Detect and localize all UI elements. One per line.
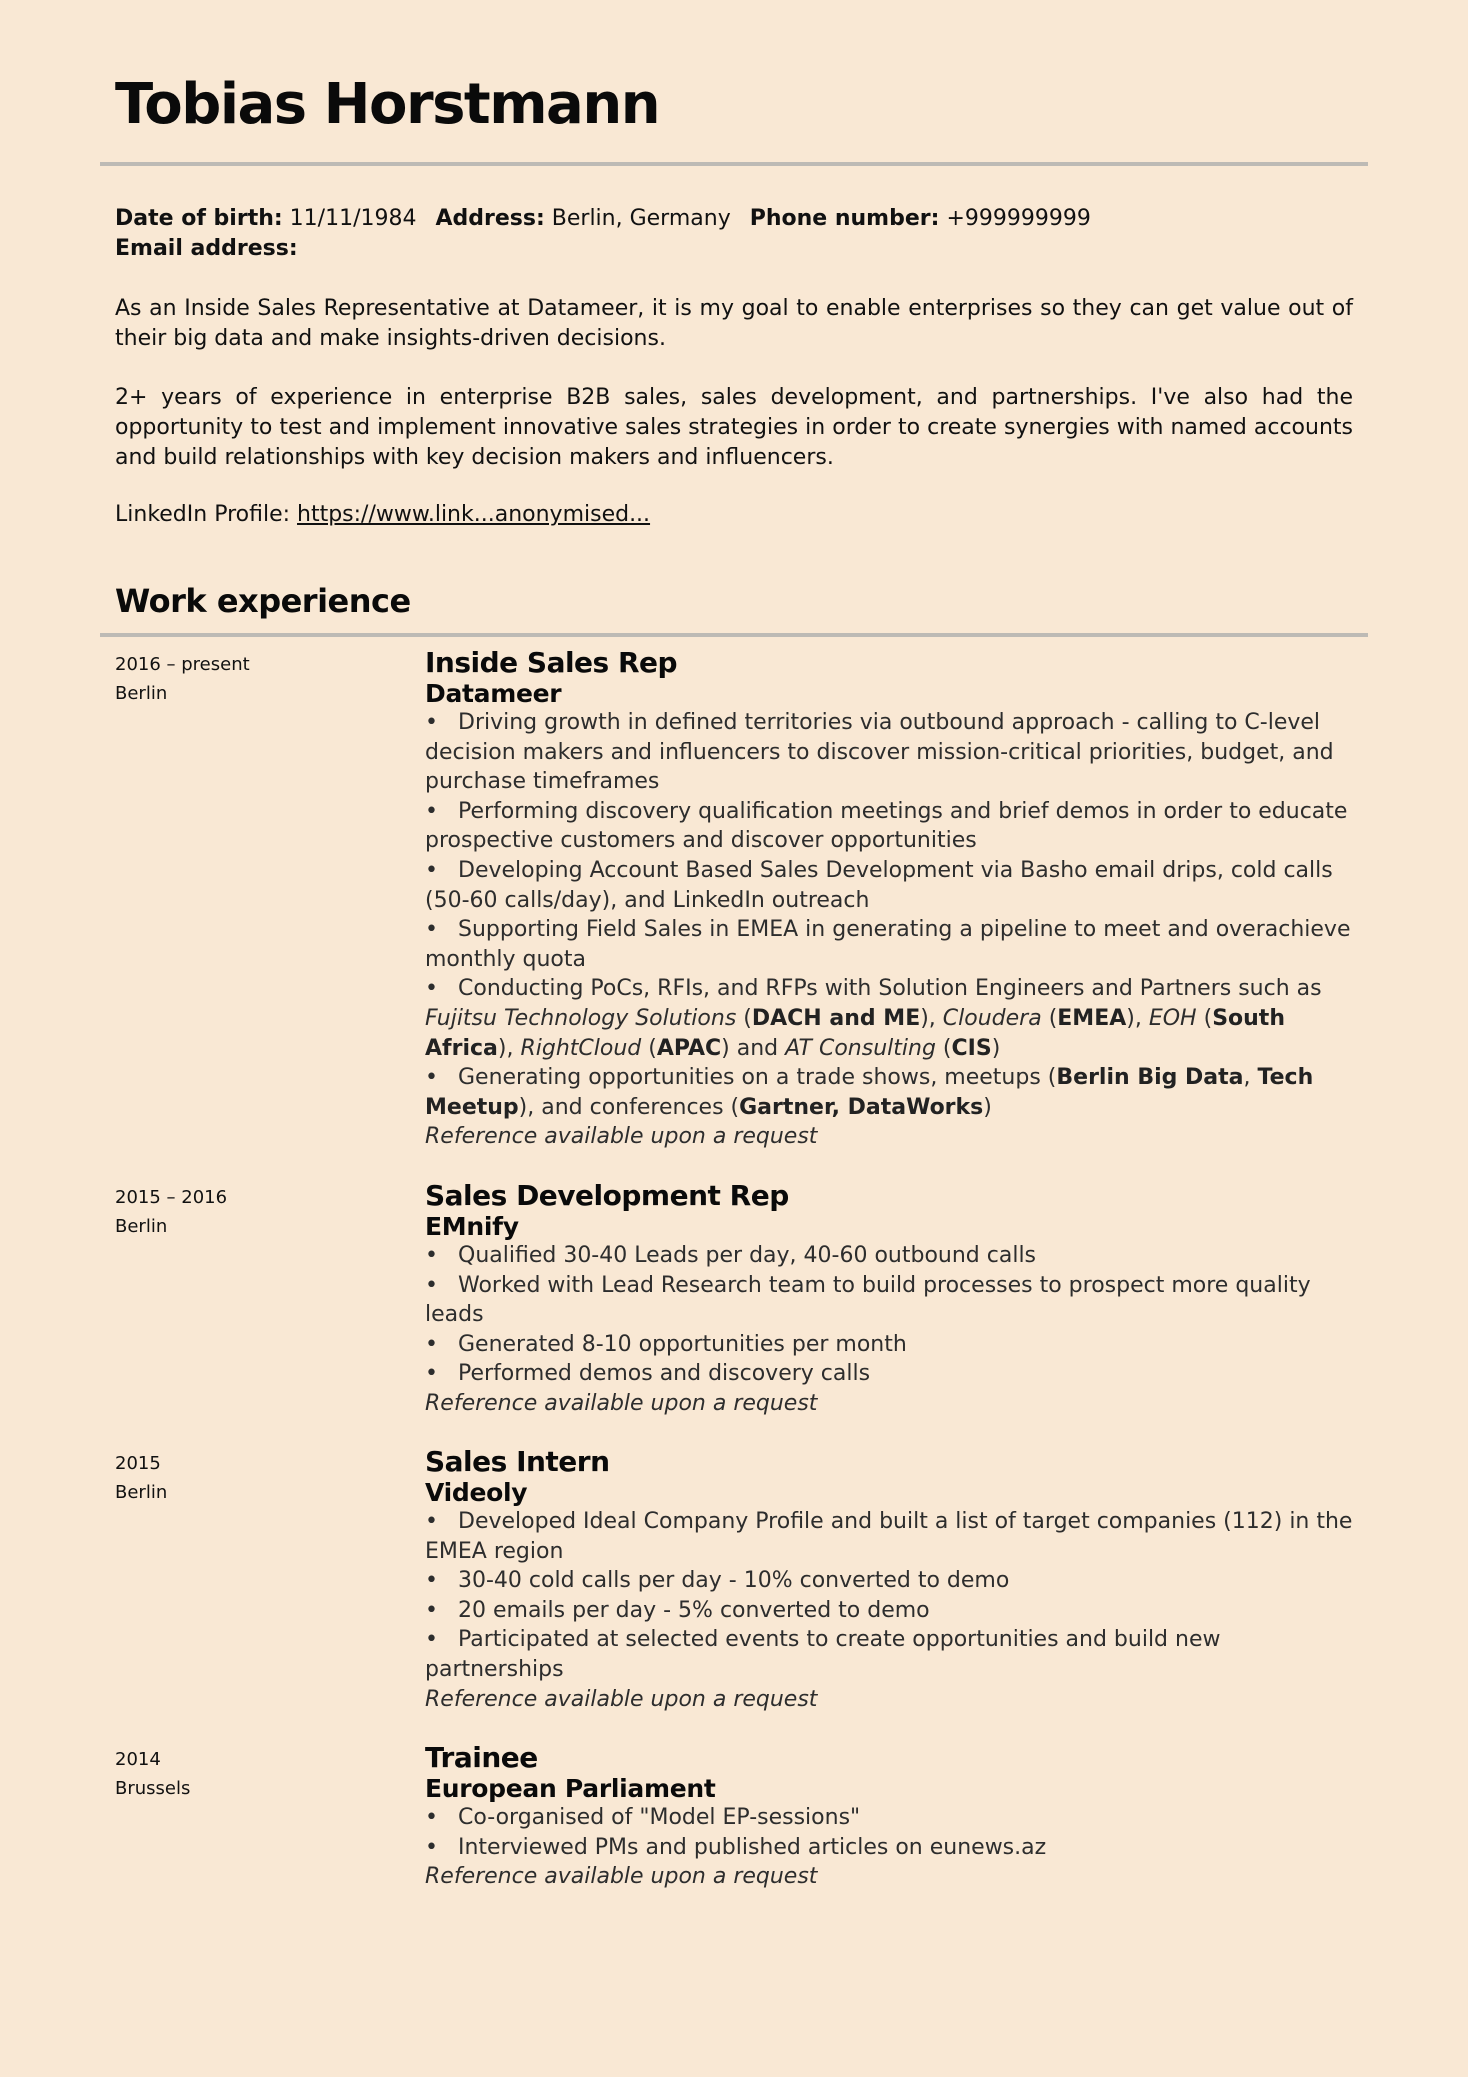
job-company: Datameer xyxy=(425,679,562,708)
linkedin-line xyxy=(115,500,1353,530)
partner-region: CIS xyxy=(951,1035,992,1061)
bullet-text: Interviewed PMs and published articles on eunews.az xyxy=(458,1834,1047,1860)
bullet-text: ), and conferences ( xyxy=(518,1094,740,1120)
bullet-text: Supporting Field Sales in EMEA in generating a pipeline to meet and overachieve monthly quota xyxy=(425,917,1351,972)
bullet-glyph: • xyxy=(425,710,438,735)
bullet-glyph: • xyxy=(425,1805,438,1830)
list-item xyxy=(425,856,1355,915)
bullet-glyph: • xyxy=(425,917,438,943)
phone-label: Phone number: xyxy=(749,206,940,231)
bullet-text: Performing discovery qualification meetings and brief demos in order to educate prospective customers and discover opportunities xyxy=(425,798,1348,854)
bullet-text: ) xyxy=(983,1094,992,1120)
summary-paragraph-1: As an Inside Sales Representative at Datameer, it is my goal to enable enterprises so they can get value out of their big data and make insights-driven decisions. xyxy=(115,296,1353,351)
list-item xyxy=(425,797,1355,856)
job-meta xyxy=(115,1745,190,1803)
list-item xyxy=(425,1803,1355,1833)
job-body xyxy=(425,1179,1355,1419)
job-title: Sales Intern xyxy=(425,1445,610,1478)
job-body xyxy=(425,1445,1355,1714)
list-item xyxy=(425,1625,1355,1684)
work-experience-heading: Work experience xyxy=(115,582,411,620)
bullet-glyph: • xyxy=(425,798,438,824)
bullet-glyph: • xyxy=(425,1331,438,1357)
contact-details xyxy=(115,204,1355,264)
partner-name: RightCloud xyxy=(520,1035,642,1061)
bullet-glyph: • xyxy=(425,1627,438,1653)
job-bullets xyxy=(425,1803,1355,1862)
job-body xyxy=(425,646,1355,1152)
header-divider xyxy=(100,162,1368,166)
event-name: Berlin Big Data xyxy=(1056,1065,1244,1091)
job-meta xyxy=(115,1183,227,1241)
job-bullets xyxy=(425,1507,1355,1685)
dob-value: 11/11/1984 xyxy=(289,206,417,231)
job-bullets xyxy=(425,1241,1355,1389)
bullet-text: 20 emails per day - 5% converted to demo xyxy=(458,1597,930,1623)
job-title: Sales Development Rep xyxy=(425,1179,789,1212)
bullet-glyph: • xyxy=(425,1568,438,1594)
bullet-text: Developing Account Based Sales Development via Basho email drips, cold calls (50-60 calls/day), and LinkedIn outreach xyxy=(425,857,1333,913)
partner-region: DACH and ME xyxy=(751,1005,921,1031)
bullet-text: Generating opportunities on a trade shows, meetups ( xyxy=(458,1065,1057,1091)
partner-name: EOH xyxy=(1148,1005,1197,1031)
job-title: Trainee xyxy=(425,1741,538,1774)
reference-note: Reference available upon a request xyxy=(425,1686,818,1712)
bullet-text: Developed Ideal Company Profile and built a list of target companies (112) in the EMEA region xyxy=(425,1509,1353,1564)
bullet-glyph: • xyxy=(425,1065,438,1091)
job-meta xyxy=(115,650,250,708)
email-label: Email address: xyxy=(115,236,298,261)
bullet-text: Generated 8-10 opportunities per month xyxy=(458,1331,907,1357)
job-company: European Parliament xyxy=(425,1774,716,1803)
job-location: Berlin xyxy=(115,1216,168,1237)
bullet-text: Co-organised of "Model EP-sessions" xyxy=(458,1805,861,1830)
list-item: • Conducting PoCs, RFIs, and RFPs with Solution Engineers and Partners such as Fujitsu Technology Solutions (DACH and ME), Cloudera (EMEA), EOH (South Africa), RightCloud (APAC) and AT Consulting (CIS) xyxy=(425,976,1322,1061)
job-dates: 2015 xyxy=(115,1453,161,1474)
list-item xyxy=(425,1833,1355,1863)
candidate-name: Tobias Horstmann xyxy=(115,72,660,137)
bullet-glyph: • xyxy=(425,976,438,1002)
list-item xyxy=(425,1507,1355,1566)
bullet-glyph: • xyxy=(425,1361,438,1387)
event-name: Tech Meetup xyxy=(425,1065,1314,1120)
bullet-text: Driving growth in defined territories via outbound approach - calling to C-level decision makers and influencers to discover mission-critical priorities, budget, and purchase timeframes xyxy=(425,710,1334,795)
list-item: • Generating opportunities on a trade shows, meetups (Berlin Big Data, Tech Meetup), and conferences (Gartner, DataWorks) xyxy=(425,1065,1314,1120)
list-item xyxy=(425,1330,1355,1360)
bullet-text: 30-40 cold calls per day - 10% converted to demo xyxy=(458,1568,1010,1594)
list-item xyxy=(425,1566,1355,1596)
job-dates: 2014 xyxy=(115,1749,161,1770)
reference-note: Reference available upon a request xyxy=(425,1124,818,1150)
list-item xyxy=(425,915,1355,974)
bullet-text: Qualified 30-40 Leads per day, 40-60 outbound calls xyxy=(458,1243,1037,1268)
job-location: Brussels xyxy=(115,1778,191,1799)
summary-paragraph-2: 2+ years of experience in enterprise B2B sales, sales development, and partnerships. I've also had the opportunity to test and implement innovative sales strategies in order to create synergies with named accounts and build relationships with key decision makers and influencers. xyxy=(115,385,1353,470)
bullet-text: Participated at selected events to create opportunities and build new partnerships xyxy=(425,1627,1221,1682)
bullet-glyph: • xyxy=(425,1834,438,1860)
bullet-text: Worked with Lead Research team to build processes to prospect more quality leads xyxy=(425,1272,1311,1328)
reference-note: Reference available upon a request xyxy=(425,1390,818,1416)
job-dates: 2015 – 2016 xyxy=(115,1187,228,1208)
job-title: Inside Sales Rep xyxy=(425,646,678,679)
bullet-glyph: • xyxy=(425,1272,438,1298)
bullet-text: Conducting PoCs, RFIs, and RFPs with Solution Engineers and Partners such as xyxy=(458,976,1322,1002)
job-bullets xyxy=(425,708,1355,1122)
job-company: Videoly xyxy=(425,1478,528,1507)
address-label: Address: xyxy=(435,206,545,231)
list-item xyxy=(425,1241,1355,1271)
work-divider xyxy=(100,633,1368,637)
linkedin-label: LinkedIn Profile: xyxy=(115,502,291,527)
list-item xyxy=(425,1271,1355,1330)
bullet-glyph: • xyxy=(425,1597,438,1623)
partner-name: Cloudera xyxy=(942,1005,1042,1031)
partner-region: South Africa xyxy=(425,1005,1285,1061)
bullet-glyph: • xyxy=(425,1243,438,1268)
list-item xyxy=(425,708,1355,797)
partner-region: APAC xyxy=(656,1035,722,1061)
job-dates: 2016 – present xyxy=(115,654,250,675)
reference-note: Reference available upon a request xyxy=(425,1864,818,1890)
bullet-text: Performed demos and discovery calls xyxy=(458,1361,871,1387)
partner-name: Fujitsu Technology Solutions xyxy=(425,1005,737,1031)
bullet-glyph: • xyxy=(425,1509,438,1534)
job-location: Berlin xyxy=(115,683,168,704)
job-body xyxy=(425,1741,1355,1892)
list-item xyxy=(425,1596,1355,1626)
phone-value: +999999999 xyxy=(946,206,1091,231)
partner-region: EMEA xyxy=(1057,1005,1127,1031)
dob-label: Date of birth: xyxy=(115,206,283,231)
job-meta xyxy=(115,1449,167,1507)
address-value: Berlin, Germany xyxy=(551,206,731,231)
bullet-glyph: • xyxy=(425,857,438,883)
job-company: EMnify xyxy=(425,1212,519,1241)
linkedin-link[interactable]: https://www.link...anonymised... xyxy=(297,502,651,527)
partner-name: AT Consulting xyxy=(785,1035,936,1061)
list-item xyxy=(425,1359,1355,1389)
event-name: Gartner, DataWorks xyxy=(739,1094,984,1120)
job-location: Berlin xyxy=(115,1482,168,1503)
conjunction: and xyxy=(729,1035,786,1061)
